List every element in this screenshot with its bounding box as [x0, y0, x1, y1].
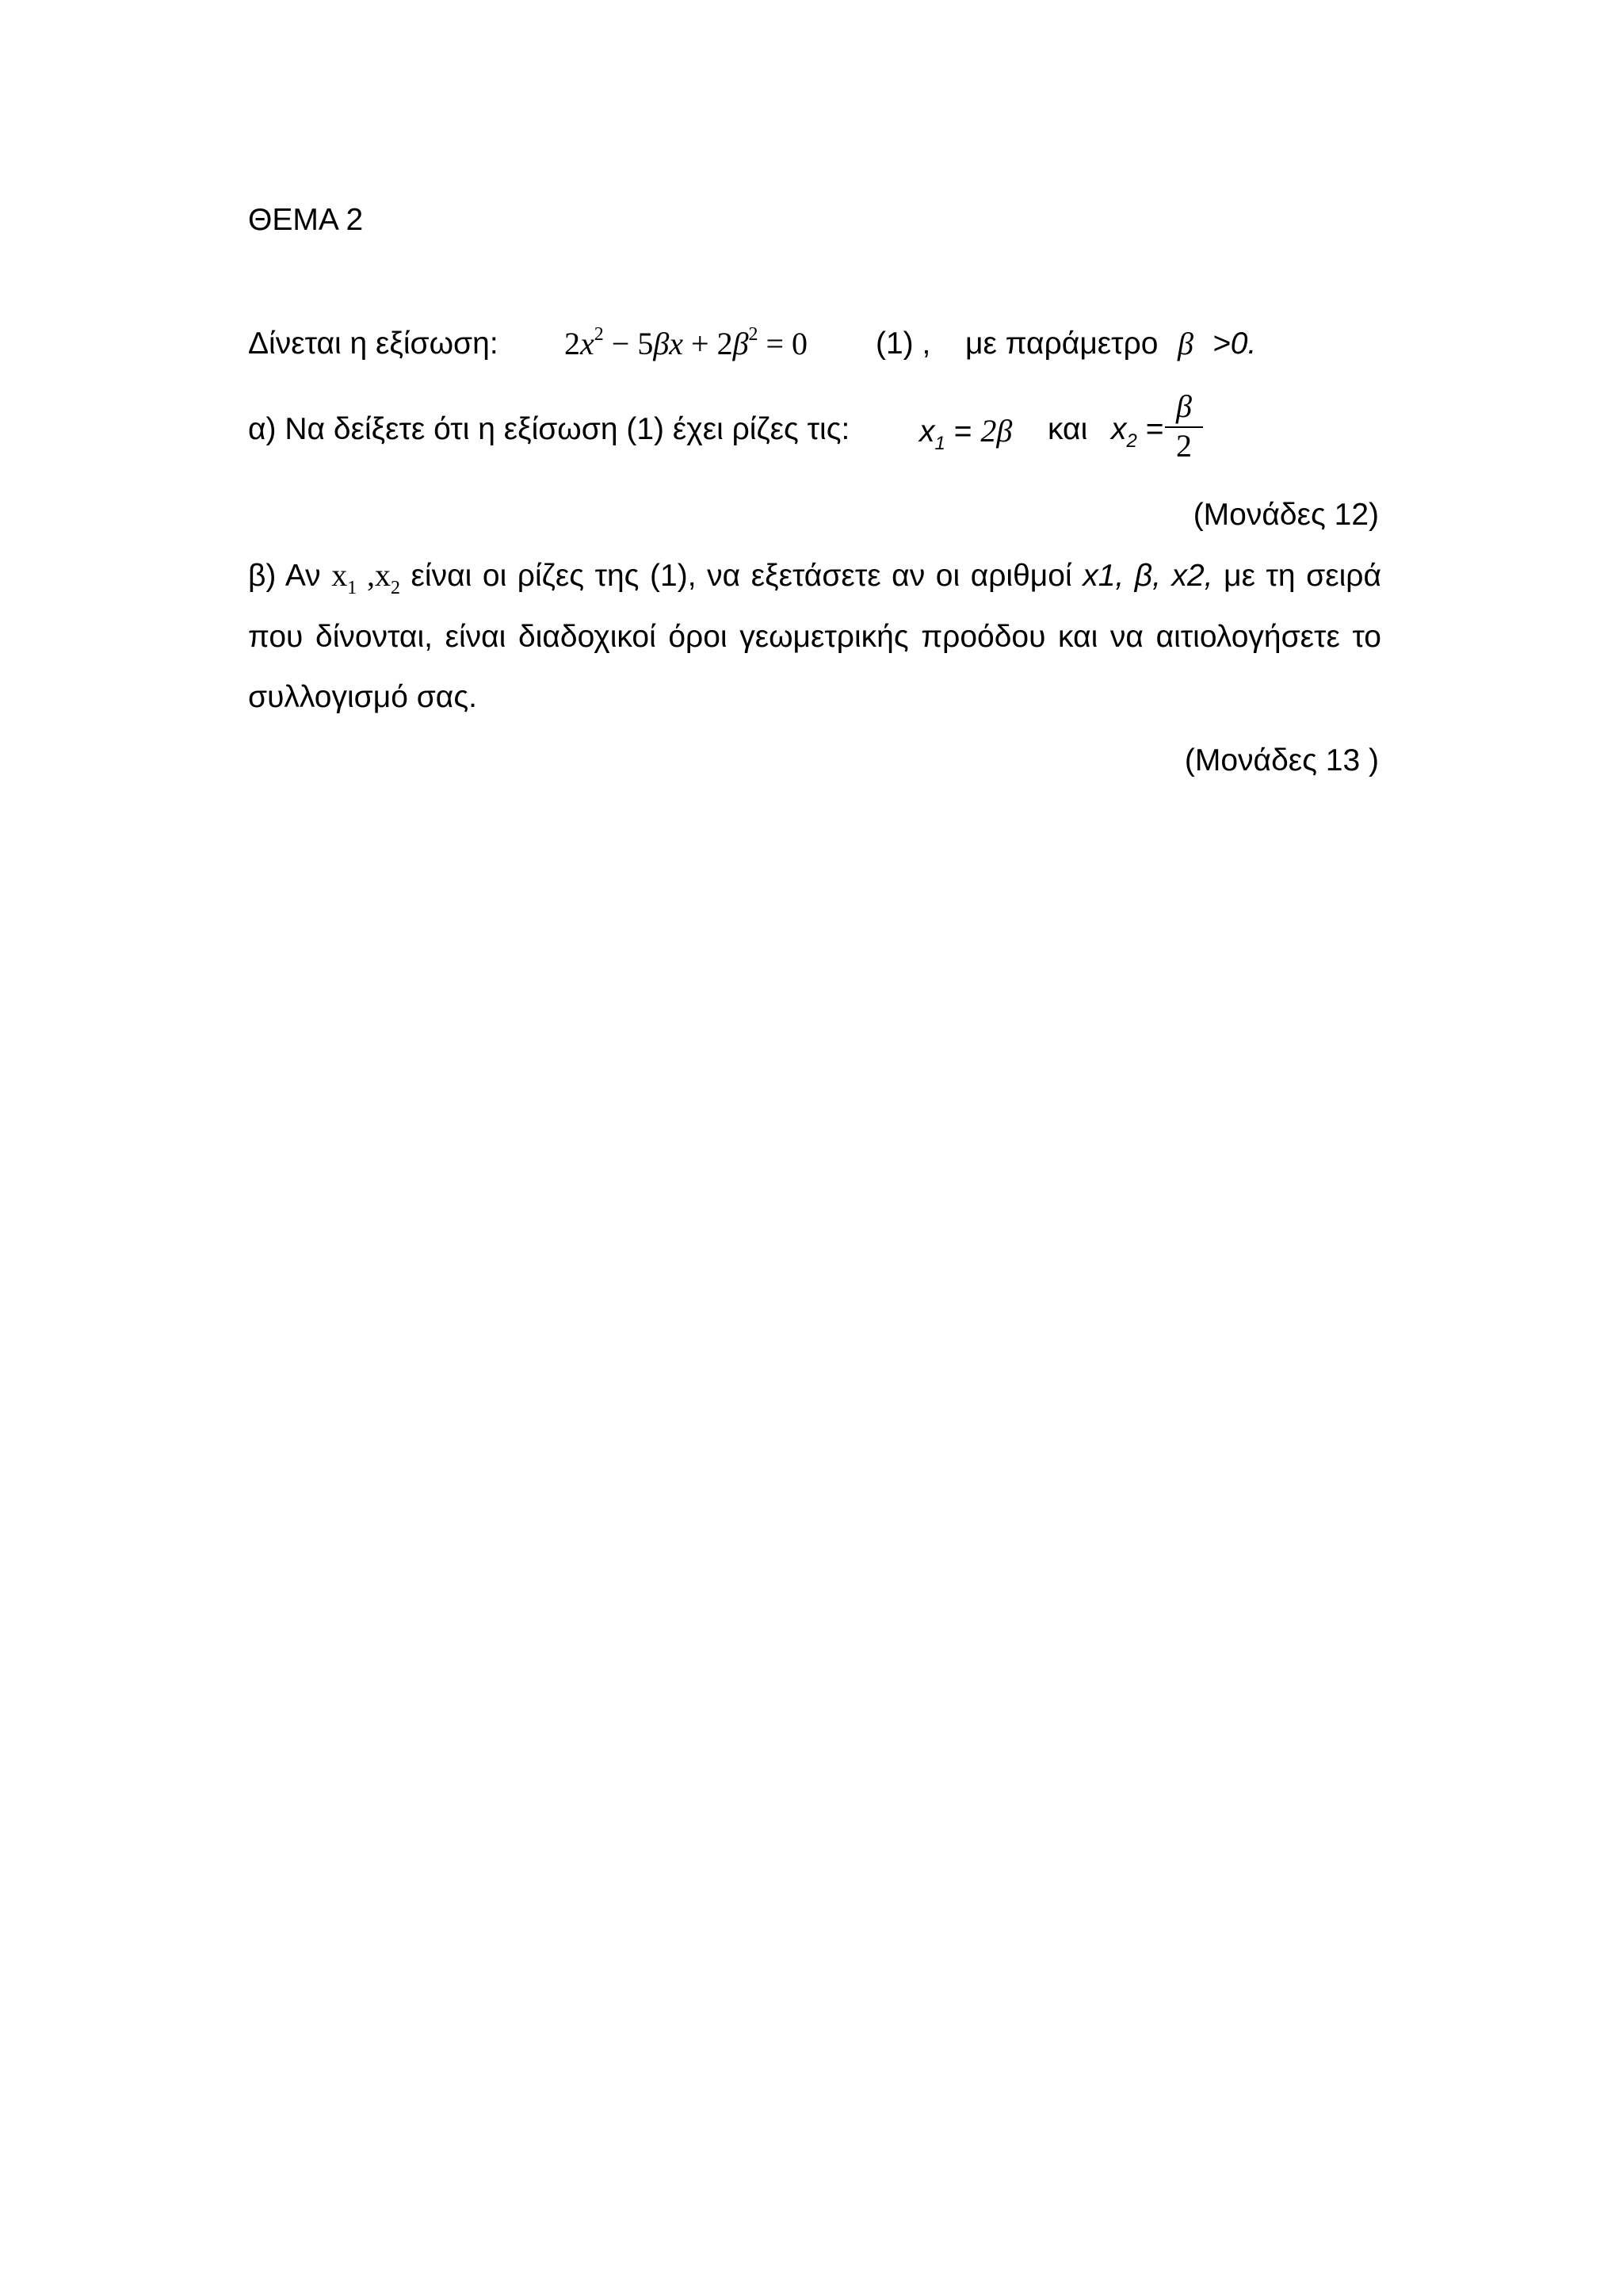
parameter-text: με παράμετρο	[965, 327, 1159, 361]
page-heading: ΘΕΜΑ 2	[248, 203, 364, 237]
root-x1	[919, 412, 1013, 454]
fraction-numerator: β	[1176, 388, 1192, 424]
part-b-text-1-end: με τη σειρά	[1224, 559, 1382, 593]
root-x2	[1111, 412, 1164, 452]
roots-x2: x	[374, 557, 391, 593]
x2-subscript: 2	[1126, 430, 1137, 452]
and-word: και	[1048, 412, 1088, 446]
x2-fraction	[1165, 390, 1203, 463]
x1-value: 2β	[980, 413, 1013, 449]
x1-equals: =	[953, 415, 972, 449]
roots-x1-sub: 1	[347, 578, 357, 598]
given-intro: Δίνεται η εξίσωση:	[248, 327, 498, 361]
part-b-prefix: β) Αν	[248, 559, 321, 593]
part-b-marks: (Μονάδες 13 )	[1184, 743, 1379, 777]
equation-1: $2x^2 - 5\beta x + 2\beta^2 = 0$	[564, 324, 808, 361]
roots-comma: ,	[366, 557, 375, 593]
x1-label: x	[919, 415, 935, 449]
roots-x1: x	[331, 557, 348, 593]
roots-x2-sub: 2	[390, 578, 400, 598]
roots-notation	[331, 557, 400, 598]
parameter-condition: >0.	[1212, 327, 1257, 361]
part-b-line-2: που δίνονται, είναι διαδοχικοί όροι γεωμετρικής προόδου και να αιτιολογήσετε το	[248, 620, 1381, 654]
x1-subscript: 1	[934, 433, 945, 454]
part-a-text: α) Να δείξετε ότι η εξίσωση (1) έχει ρίζες τις:	[248, 412, 850, 446]
fraction-denominator: 2	[1176, 428, 1192, 464]
x2-label: x	[1111, 412, 1127, 446]
part-b-text-1: είναι οι ρίζες της (1), να εξετάσετε αν οι αριθμοί	[411, 559, 1072, 593]
equation-number: (1) ,	[876, 327, 931, 361]
part-b-line-1	[248, 556, 1382, 598]
sequence-terms: x1, β, x2,	[1083, 559, 1213, 593]
x2-equals: =	[1145, 412, 1164, 446]
part-b-line-3: συλλογισμό σας.	[248, 680, 477, 714]
part-a-marks: (Μονάδες 12)	[1193, 498, 1379, 532]
parameter-symbol: β	[1178, 326, 1193, 361]
